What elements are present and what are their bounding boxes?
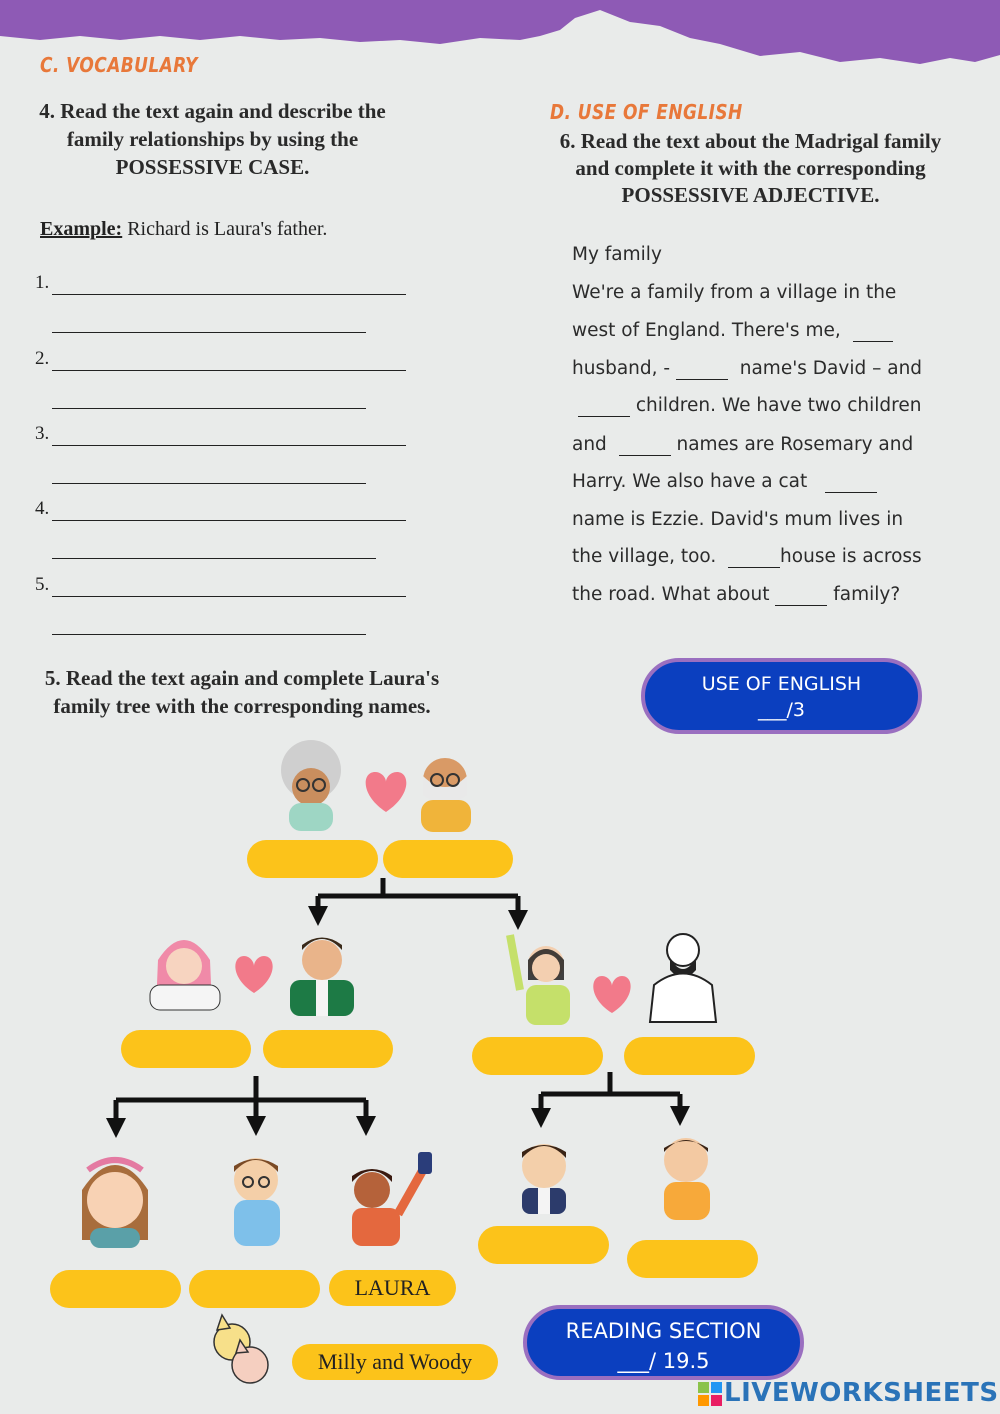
cousin-orange-girl-avatar bbox=[664, 1138, 710, 1220]
cousin-boy-avatar bbox=[234, 1158, 280, 1246]
text-segment: names are Rosemary and bbox=[676, 434, 914, 455]
vocabulary-instruction-line: family relationships by using the bbox=[66, 127, 359, 151]
blank-input-1[interactable] bbox=[853, 323, 893, 342]
score-label: READING SECTION bbox=[565, 1319, 762, 1343]
text-segment: and bbox=[572, 434, 607, 455]
heart-icon bbox=[366, 772, 407, 812]
text-line: We're a family from a village in the bbox=[572, 282, 897, 303]
answer-5-line-1[interactable] bbox=[52, 572, 406, 597]
answer-3-line-2[interactable] bbox=[52, 459, 366, 484]
answer-number: 1. bbox=[35, 272, 50, 293]
pets-label: Milly and Woody bbox=[292, 1344, 498, 1380]
use-of-english-instruction bbox=[548, 128, 953, 209]
heart-icon bbox=[593, 976, 630, 1013]
cousin-boy-name-field[interactable] bbox=[189, 1270, 320, 1308]
blank-input-5[interactable] bbox=[825, 474, 877, 493]
father-name-field[interactable] bbox=[263, 1030, 393, 1068]
use-of-english-section-title: D. USE OF ENGLISH bbox=[550, 100, 743, 124]
text-segment: husband, - bbox=[572, 358, 671, 379]
text-title: My family bbox=[572, 244, 662, 265]
example-text: Richard is Laura's father. bbox=[127, 218, 328, 240]
vocabulary-section-title: C. VOCABULARY bbox=[40, 53, 198, 77]
answer-1-line-2[interactable] bbox=[52, 308, 366, 333]
grandfather-avatar bbox=[421, 758, 471, 832]
answer-number: 5. bbox=[35, 574, 50, 595]
grandfather-name-field[interactable] bbox=[383, 840, 513, 878]
text-segment: name's David – and bbox=[739, 358, 923, 379]
liveworksheets-brand[interactable]: LIVEWORKSHEETS bbox=[724, 1378, 999, 1408]
family-tree-instruction-line: 5. Read the text again and complete Laura's bbox=[44, 666, 440, 690]
example-label: Example: bbox=[40, 218, 123, 240]
family-tree-instruction-line: family tree with the corresponding names. bbox=[53, 694, 431, 718]
score-value: ___/3 bbox=[758, 699, 805, 721]
use-of-english-instruction-line: POSSESSIVE ADJECTIVE. bbox=[621, 183, 880, 207]
use-of-english-instruction-line: and complete it with the corresponding bbox=[575, 156, 926, 180]
text-line bbox=[572, 471, 877, 493]
reading-score-badge bbox=[523, 1305, 804, 1380]
father-avatar bbox=[290, 938, 354, 1017]
text-line bbox=[572, 546, 922, 568]
cousin-orange-girl-name-field[interactable] bbox=[627, 1240, 758, 1278]
pets-icon bbox=[214, 1315, 268, 1383]
answer-number: 2. bbox=[35, 348, 50, 369]
uncle-name-field[interactable] bbox=[624, 1037, 755, 1075]
vocabulary-instruction-line: POSSESSIVE CASE. bbox=[115, 155, 310, 179]
blank-input-6[interactable] bbox=[728, 549, 780, 568]
answer-4-line-2[interactable] bbox=[52, 534, 376, 559]
text-line bbox=[572, 395, 921, 417]
cousin-vest-boy-name-field[interactable] bbox=[478, 1226, 609, 1264]
cousin-girl-avatar bbox=[82, 1160, 148, 1248]
answer-1-line-1[interactable] bbox=[52, 270, 406, 295]
laura-label: LAURA bbox=[329, 1270, 456, 1306]
text-segment: children. We have two children bbox=[635, 395, 922, 416]
text-line bbox=[572, 584, 900, 606]
cousin-vest-boy-avatar bbox=[522, 1144, 566, 1214]
text-segment: house is across bbox=[780, 546, 922, 567]
text-segment: family? bbox=[833, 584, 901, 605]
answer-number: 4. bbox=[35, 498, 50, 519]
text-segment: the village, too. bbox=[572, 546, 717, 567]
answer-3-line-1[interactable] bbox=[52, 421, 406, 446]
text-line bbox=[572, 320, 893, 342]
answer-number: 3. bbox=[35, 423, 50, 444]
text-segment: west of England. There's me, bbox=[572, 320, 841, 341]
liveworksheets-logo-icon bbox=[698, 1382, 722, 1406]
text-segment: Harry. We also have a cat bbox=[572, 471, 808, 492]
answer-4-line-1[interactable] bbox=[52, 496, 406, 521]
answer-5-line-2[interactable] bbox=[52, 610, 366, 635]
blank-input-3[interactable] bbox=[578, 398, 630, 417]
use-of-english-score-badge bbox=[641, 658, 922, 734]
laura-avatar bbox=[352, 1152, 432, 1246]
score-label: USE OF ENGLISH bbox=[701, 673, 862, 695]
aunt-avatar bbox=[150, 940, 220, 1010]
answer-2-line-2[interactable] bbox=[52, 384, 366, 409]
answer-2-line-1[interactable] bbox=[52, 346, 406, 371]
aunt-green-avatar bbox=[510, 935, 570, 1025]
aunt-name-field[interactable] bbox=[121, 1030, 251, 1068]
grandmother-avatar bbox=[281, 740, 341, 831]
score-value: ___/ 19.5 bbox=[617, 1349, 710, 1373]
grandmother-name-field[interactable] bbox=[247, 840, 378, 878]
cousin-girl-name-field[interactable] bbox=[50, 1270, 181, 1308]
text-segment: the road. What about bbox=[572, 584, 770, 605]
vocabulary-instruction-line: 4. Read the text again and describe the bbox=[39, 99, 386, 123]
aunt-green-name-field[interactable] bbox=[472, 1037, 603, 1075]
text-line bbox=[572, 434, 913, 456]
family-tree-instruction bbox=[22, 664, 462, 720]
blank-input-4[interactable] bbox=[619, 437, 671, 456]
example-sentence bbox=[40, 218, 327, 241]
blank-input-2[interactable] bbox=[676, 361, 728, 380]
heart-icon bbox=[235, 956, 272, 993]
blank-input-7[interactable] bbox=[775, 587, 827, 606]
vocabulary-instruction bbox=[20, 97, 405, 181]
text-line bbox=[572, 358, 922, 380]
uncle-avatar bbox=[650, 934, 716, 1022]
use-of-english-instruction-line: 6. Read the text about the Madrigal family bbox=[559, 129, 942, 153]
text-line: name is Ezzie. David's mum lives in bbox=[572, 509, 904, 530]
